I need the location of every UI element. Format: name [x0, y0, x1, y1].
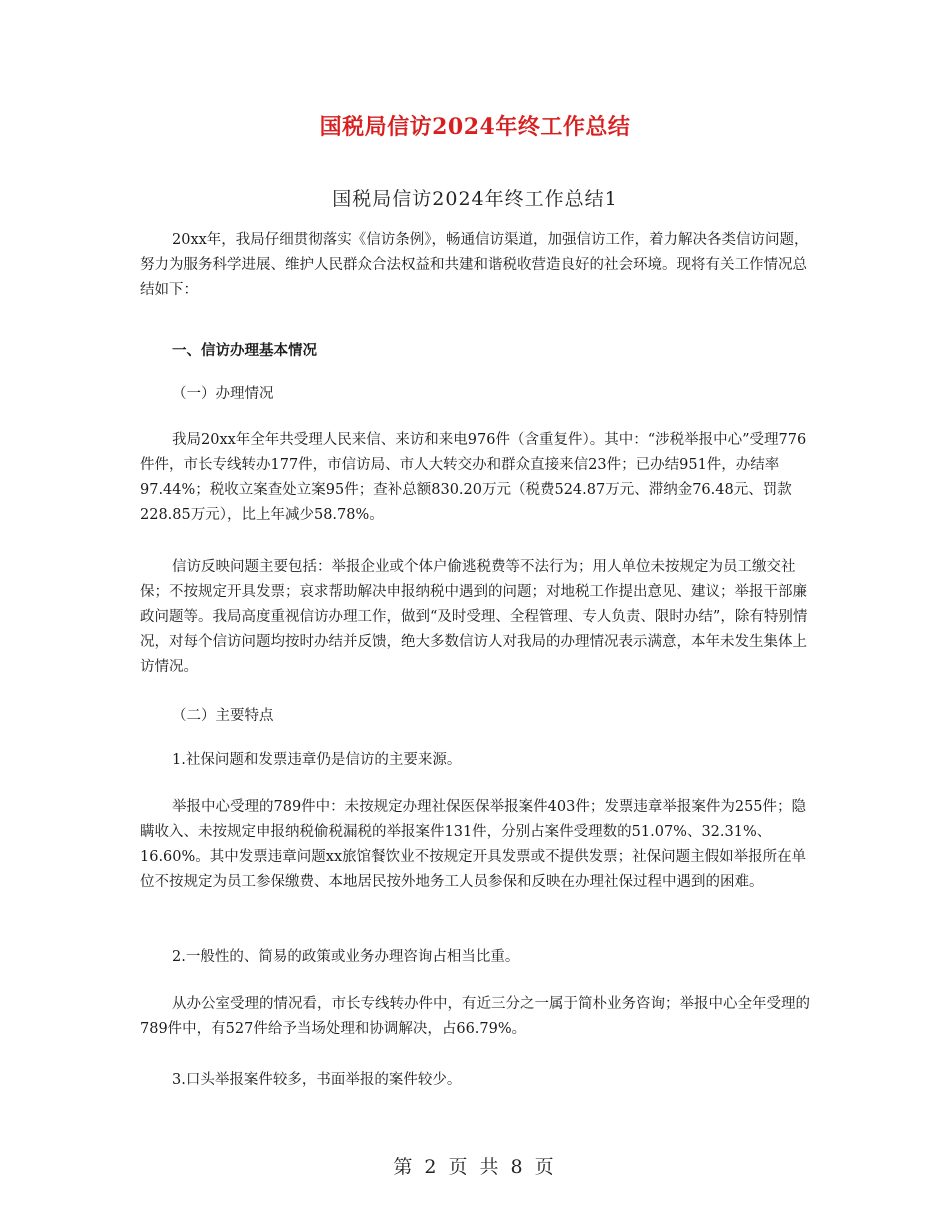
- paragraph-handling: 我局20xx年全年共受理人民来信、来访和来电976件（含重复件）。其中：“涉税举报中心”受理776件件，市长专线转办177件，市信访局、市人大转交办和群众直接来信23件；已办结951件，办结率97.44%；税收立案查处立案95件；查补总额830.20万元（税费524.87万元、滞纳金76.48元、罚款228.85万元），比上年减少58.78%。: [140, 432, 807, 523]
- paragraph-point-2: 从办公室受理的情况看，市长专线转办件中，有近三分之一属于简朴业务咨询；举报中心全年受理的789件中，有527件给予当场处理和协调解决，占66.79%。: [140, 996, 810, 1037]
- page-footer: 第 2 页 共 8 页: [393, 1156, 557, 1178]
- subsection-heading-features: （二）主要特点: [172, 708, 274, 724]
- point-heading-2: 2.一般性的、简易的政策或业务办理咨询占相当比重。: [172, 949, 520, 965]
- document-title: 国税局信访2024年终工作总结: [319, 114, 631, 140]
- point-heading-1: 1.社保问题和发票违章仍是信访的主要来源。: [172, 752, 462, 768]
- point-heading-3: 3.口头举报案件较多，书面举报的案件较少。: [172, 1072, 462, 1088]
- paragraph-intro: 20xx年，我局仔细贯彻落实《信访条例》，畅通信访渠道，加强信访工作，着力解决各类信访问题，努力为服务科学进展、维护人民群众合法权益和共建和谐税收营造良好的社会环境。现将有关工作情况总结如下：: [140, 232, 809, 298]
- section-heading-1: 一、信访办理基本情况: [172, 342, 317, 359]
- paragraph-point-1: 举报中心受理的789件中：未按规定办理社保医保举报案件403件；发票违章举报案件为255件；隐瞒收入、未按规定申报纳税偷税漏税的举报案件131件，分别占案件受理数的51.07%、32.31%、16.60%。其中发票违章问题xx旅馆餐饮业不按规定开具发票或不提供发票；社保问题主假如举报所在单位不按规定为员工参保缴费、本地居民按外地务工人员参保和反映在办理社保过程中遇到的困难。: [140, 799, 807, 890]
- document-subtitle: 国税局信访2024年终工作总结1: [332, 188, 618, 210]
- paragraph-issues: 信访反映问题主要包括：举报企业或个体户偷逃税费等不法行为；用人单位未按规定为员工缴交社保；不按规定开具发票；哀求帮助解决申报纳税中遇到的问题；对地税工作提出意见、建议；举报干部廉政问题等。我局高度重视信访办理工作，做到“及时受理、全程管理、专人负责、限时办结”，除有特别情况，对每个信访问题均按时办结并反馈，绝大多数信访人对我局的办理情况表示满意，本年未发生集体上访情况。: [140, 559, 808, 675]
- subsection-heading-handling: （一）办理情况: [172, 386, 274, 402]
